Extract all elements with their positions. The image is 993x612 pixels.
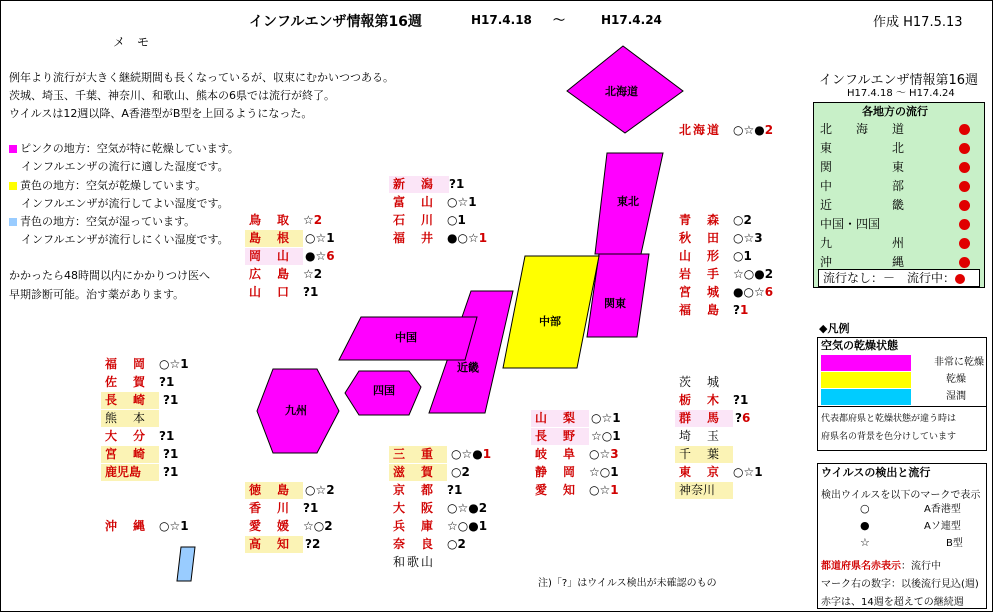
date-from: H17.4.18	[471, 13, 532, 27]
pref-row: 長 崎	[101, 392, 159, 409]
epidemic-dot-icon	[959, 200, 970, 211]
dryness-title: 空気の乾燥状態	[821, 339, 898, 352]
virus-sub: 検出ウイルスを以下のマークで表示	[821, 490, 981, 501]
pref-row: 鳥 取 ☆2	[249, 213, 323, 227]
pref-row: 大 阪 ○☆●2	[393, 501, 488, 515]
pref-row: 熊 本	[101, 410, 159, 427]
very-dry-label: 非常に乾燥	[934, 357, 984, 368]
advice-1: かかったら48時間以内にかかりつけ医へ	[9, 269, 210, 282]
pref-row: 京 都 ?1	[393, 483, 463, 497]
pref-row: 愛 媛 ☆○2	[249, 519, 333, 533]
pink-note: ピンクの地方：空気が特に乾燥しています。	[9, 142, 239, 156]
pref-row: 北海道 ○☆●2	[679, 123, 774, 137]
humid-label: 湿潤	[946, 391, 966, 402]
footnote: 注)「?」はウイルス検出が未確認のもの	[538, 578, 717, 589]
pref-row: 沖 縄 ○☆1	[105, 519, 189, 533]
label-hokkaido: 北海道	[605, 85, 638, 98]
pref-row: 山 梨	[531, 410, 589, 427]
dry-label: 乾燥	[946, 374, 966, 385]
pref-row: 石 川 ○1	[393, 213, 466, 227]
pref-marks: ?1	[449, 177, 465, 191]
date-tilde: ～	[553, 13, 566, 27]
sidebar-title: インフルエンザ情報第16週	[819, 73, 979, 88]
region-row: 関 東	[820, 158, 980, 177]
pref-row: 滋 賀	[389, 464, 447, 481]
status-key: 流行なし：－ 流行中：	[818, 269, 980, 287]
created-date: 作成 H17.5.13	[873, 15, 963, 30]
region-row: 東 北	[820, 139, 980, 158]
pref-row: 福 島 ?1	[679, 303, 749, 317]
pref-row: 東 京 ○☆1	[679, 465, 763, 479]
pref-row: 岐 阜 ○☆3	[535, 447, 619, 461]
forecast-note: マーク右の数字：以後流行見込(週)	[821, 579, 979, 590]
label-chubu: 中部	[539, 315, 561, 328]
pref-row: 新 潟	[389, 176, 449, 193]
red-number-note: 赤字は、14週を超えての継続週	[821, 597, 964, 608]
label-kinki: 近畿	[457, 361, 479, 374]
pref-row: 千 葉	[675, 446, 733, 463]
region-row: 沖 縄	[820, 253, 980, 272]
pref-row: 群 馬	[675, 410, 733, 427]
pref-marks: ?1	[163, 393, 179, 407]
sidebar-dates: H17.4.18 ～ H17.4.24	[847, 88, 955, 99]
pref-row: 島 根	[245, 230, 303, 247]
label-kyushu: 九州	[285, 404, 307, 417]
region-row: 中国・四国	[820, 215, 980, 234]
memo-line-2: 茨城、埼玉、千葉、神奈川、和歌山、熊本の6県では流行が終了。	[9, 89, 335, 102]
pref-marks: ○☆●1	[451, 447, 492, 461]
report-title: インフルエンザ情報第16週	[249, 14, 422, 30]
region-status-title: 各地方の流行	[862, 105, 928, 118]
pref-row: 鹿児島	[101, 464, 159, 481]
pref-row: 青 森 ○2	[679, 213, 752, 227]
label-tohoku: 東北	[617, 195, 639, 208]
memo-line-1: 例年より流行が大きく継続期間も長くなっているが、収束にむかいつつある。	[9, 71, 394, 84]
hongkong-mark-icon: ○	[860, 502, 870, 515]
red-name-note: 都道府県名赤表示：流行中	[821, 561, 941, 572]
pref-row: 高 知	[245, 536, 303, 553]
yellow-note: 黄色の地方：空気が乾燥しています。	[9, 179, 206, 193]
soviet-label: Aソ連型	[924, 521, 961, 532]
dryness-note-1: 代表都府県と乾燥状態が違う時は	[821, 414, 957, 424]
pref-marks: ○2	[451, 465, 470, 479]
humid-swatch	[821, 389, 911, 405]
pref-row: 富 山 ○☆1	[393, 195, 477, 209]
yellow-note-2: インフルエンザが流行してよい湿度です。	[21, 197, 229, 210]
epidemic-dot-icon	[959, 219, 970, 230]
advice-2: 早期診断可能。治す薬があります。	[9, 288, 185, 301]
pref-row: 岡 山	[245, 248, 303, 265]
hongkong-label: A香港型	[924, 504, 961, 515]
pref-row: 徳 島	[245, 482, 303, 499]
pref-marks: ●☆6	[305, 249, 335, 263]
epidemic-dot-icon	[959, 162, 970, 173]
pref-row: 広 島 ☆2	[249, 267, 323, 281]
region-row: 九 州	[820, 234, 980, 253]
pref-row: 山 形 ○1	[679, 249, 752, 263]
dryness-note-2: 府県名の背景を色分けしています	[821, 432, 957, 442]
legend-heading: ◆凡例	[819, 322, 850, 335]
region-row: 北 海 道	[820, 120, 980, 139]
pref-row: 埼 玉	[679, 429, 722, 443]
label-shikoku: 四国	[373, 384, 395, 397]
pref-row: 兵 庫 ☆○●1	[393, 519, 488, 533]
dry-swatch	[821, 372, 911, 388]
virus-title: ウイルスの検出と流行	[821, 466, 931, 479]
blue-note-2: インフルエンザが流行しにくい湿度です。	[21, 233, 229, 246]
epidemic-dot-icon	[955, 274, 965, 284]
pref-row: 秋 田 ○☆3	[679, 231, 763, 245]
pink-note-2: インフルエンザの流行に適した湿度です。	[21, 160, 229, 173]
pref-row: 佐 賀 ?1	[105, 375, 175, 389]
epidemic-dot-icon	[959, 143, 970, 154]
virus-legend	[817, 463, 987, 609]
pref-row: 宮 城 ●○☆6	[679, 285, 774, 299]
dryness-legend	[817, 337, 987, 407]
pref-row: 和歌山	[393, 555, 436, 569]
pref-row: 奈 良 ○2	[393, 537, 466, 551]
memo-line-3: ウイルスは12週以降、A香港型がB型を上回るようになった。	[9, 107, 313, 120]
pref-row: 茨 城	[679, 375, 722, 389]
pref-row: 栃 木 ?1	[679, 393, 749, 407]
label-chugoku: 中国	[395, 331, 417, 344]
pref-row: 静 岡 ☆○1	[535, 465, 619, 479]
soviet-mark-icon: ●	[860, 519, 870, 532]
pref-row: 山 口 ?1	[249, 285, 319, 299]
label-kanto: 関東	[604, 297, 626, 310]
pref-row: 香 川 ?1	[249, 501, 319, 515]
pref-row: 福 井 ●○☆1	[393, 231, 488, 245]
epidemic-dot-icon	[959, 257, 970, 268]
date-to: H17.4.24	[601, 13, 662, 27]
region-row: 中 部	[820, 177, 980, 196]
b-type-mark-icon: ☆	[860, 536, 870, 549]
very-dry-swatch	[821, 355, 911, 371]
epidemic-dot-icon	[959, 124, 970, 135]
pref-row: 大 分 ?1	[105, 429, 175, 443]
pref-row: 岩 手 ☆○●2	[679, 267, 774, 281]
pref-marks: ○☆1	[591, 411, 621, 425]
region-okinawa	[177, 547, 195, 581]
blue-note: 青色の地方：空気が湿っています。	[9, 215, 195, 229]
pref-marks: ?1	[163, 465, 179, 479]
pref-marks: ?6	[735, 411, 751, 425]
pref-row: 長 野	[531, 428, 589, 445]
region-status-box	[813, 102, 985, 288]
pref-row: 宮 崎	[101, 446, 159, 463]
dryness-note-box	[817, 407, 987, 451]
b-type-label: B型	[946, 538, 963, 549]
pref-marks: ☆○1	[591, 429, 621, 443]
pref-marks: ?2	[305, 537, 321, 551]
pref-marks: ?1	[163, 447, 179, 461]
pref-row: 神奈川	[675, 482, 733, 499]
pref-row: 福 岡 ○☆1	[105, 357, 189, 371]
region-chubu	[503, 256, 599, 368]
region-row: 近 畿	[820, 196, 980, 215]
memo-heading: メ モ	[113, 35, 150, 49]
pref-marks: ○☆1	[305, 231, 335, 245]
epidemic-dot-icon	[959, 181, 970, 192]
pref-marks: ○☆2	[305, 483, 335, 497]
pref-row: 愛 知 ○☆1	[535, 483, 619, 497]
epidemic-dot-icon	[959, 238, 970, 249]
pref-row: 三 重	[389, 446, 447, 463]
